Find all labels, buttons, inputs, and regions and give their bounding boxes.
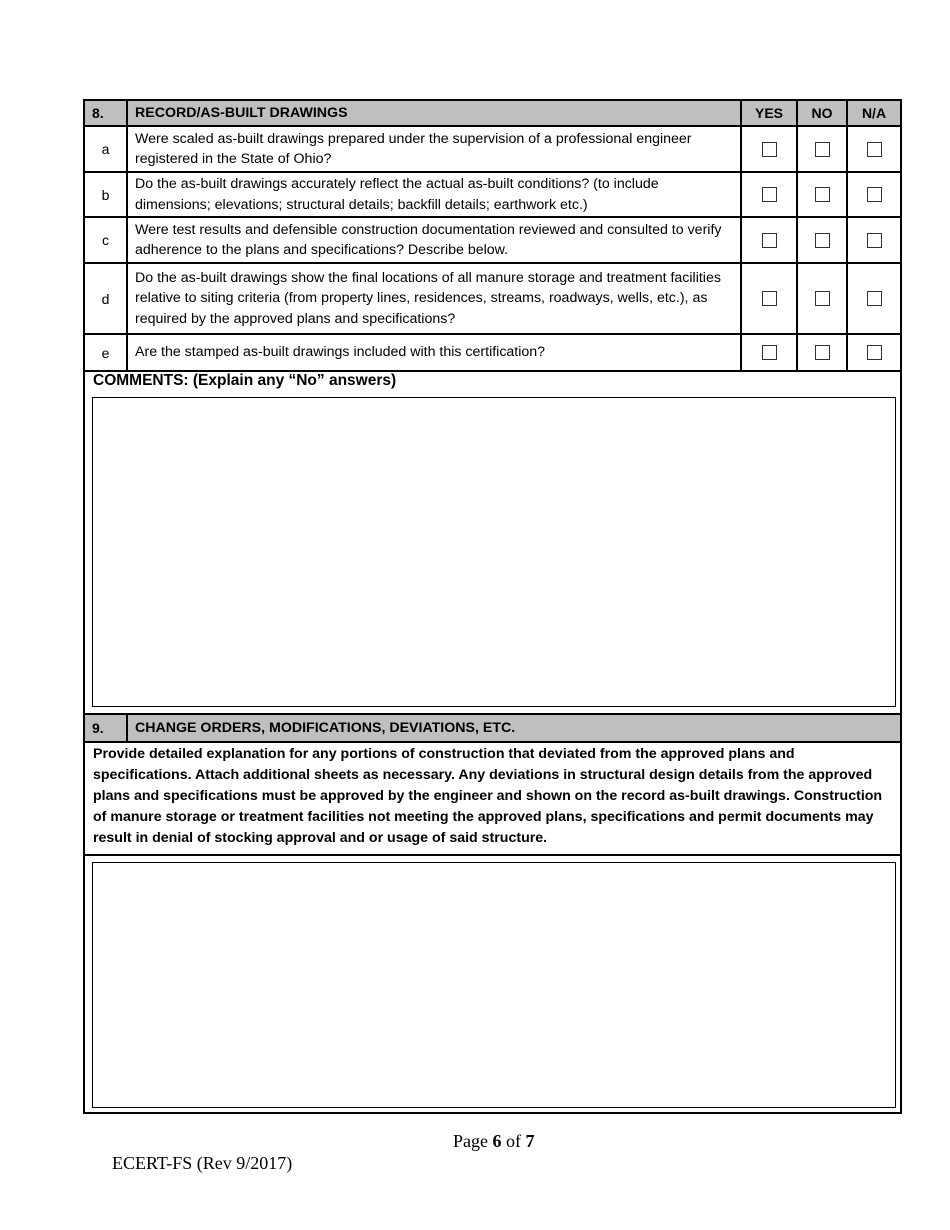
na-checkbox-d[interactable] <box>867 291 882 306</box>
no-checkbox-a[interactable] <box>815 142 830 157</box>
question-row-c <box>85 218 900 264</box>
question-row-a <box>85 127 900 173</box>
no-checkbox-c[interactable] <box>815 233 830 248</box>
yes-checkbox-b[interactable] <box>762 187 777 202</box>
comments-label: COMMENTS: (Explain any “No” answers) <box>93 372 397 389</box>
question-text: Were scaled as-built drawings prepared under the supervision of a professional engineer registered in the State of Ohio? <box>126 127 740 171</box>
na-column-header: N/A <box>846 101 900 125</box>
question-row-b <box>85 173 900 218</box>
question-row-d <box>85 264 900 335</box>
question-text: Do the as-built drawings accurately reflect the actual as-built conditions? (to include dimensions; elevations; structural details; backfill details; earthwork etc.) <box>126 173 740 216</box>
question-letter: e <box>101 344 110 361</box>
question-letter: a <box>101 141 110 157</box>
question-text: Do the as-built drawings show the final locations of all manure storage and treatment facilities relative to siting criteria (from property lines, residences, streams, roadways, wells, etc.), as required by the approved plans and specifications? <box>126 264 740 333</box>
yes-column-header: YES <box>740 101 796 125</box>
page-number: Page 6 of 7 <box>453 1131 535 1151</box>
section-9-instructions: Provide detailed explanation for any portions of construction that deviated from the approved plans and specifications. Attach additional sheets as necessary. Any deviations in structural design details from the approved plans and specifications must be approved by the engineer and shown on the record as-built drawings. Construction of manure storage or treatment facilities not meeting the approved plans, specifications and permit documents may result in denial of stocking approval and or usage of said structure. <box>93 746 883 846</box>
section-9-title: CHANGE ORDERS, MODIFICATIONS, DEVIATIONS, ETC. <box>126 715 900 741</box>
question-letter: b <box>101 186 110 203</box>
no-checkbox-d[interactable] <box>815 291 830 306</box>
section-8-number: 8. <box>92 105 104 121</box>
no-checkbox-b[interactable] <box>815 187 830 202</box>
form-frame <box>83 99 902 1114</box>
yes-checkbox-d[interactable] <box>762 291 777 306</box>
section-8-title: RECORD/AS-BUILT DRAWINGS <box>126 101 740 125</box>
form-revision: ECERT-FS (Rev 9/2017) <box>112 1153 293 1173</box>
instructions-divider <box>85 844 900 856</box>
no-column-header: NO <box>796 101 846 125</box>
section-9-number: 9. <box>92 720 104 736</box>
na-checkbox-a[interactable] <box>867 142 882 157</box>
yes-checkbox-e[interactable] <box>762 345 777 360</box>
question-letter: d <box>101 290 110 307</box>
section-8-header <box>85 101 900 127</box>
comments-textarea[interactable] <box>92 397 896 707</box>
na-checkbox-b[interactable] <box>867 187 882 202</box>
question-text: Were test results and defensible construction documentation reviewed and consulted to verify adherence to the plans and specifications? Describe below. <box>126 218 740 262</box>
section-9-header <box>85 713 900 743</box>
deviations-textarea[interactable] <box>92 862 896 1108</box>
no-checkbox-e[interactable] <box>815 345 830 360</box>
question-row-e <box>85 335 900 372</box>
yes-checkbox-a[interactable] <box>762 142 777 157</box>
question-text: Are the stamped as-built drawings included with this certification? <box>126 335 740 370</box>
na-checkbox-c[interactable] <box>867 233 882 248</box>
na-checkbox-e[interactable] <box>867 345 882 360</box>
question-letter: c <box>102 232 109 248</box>
yes-checkbox-c[interactable] <box>762 233 777 248</box>
